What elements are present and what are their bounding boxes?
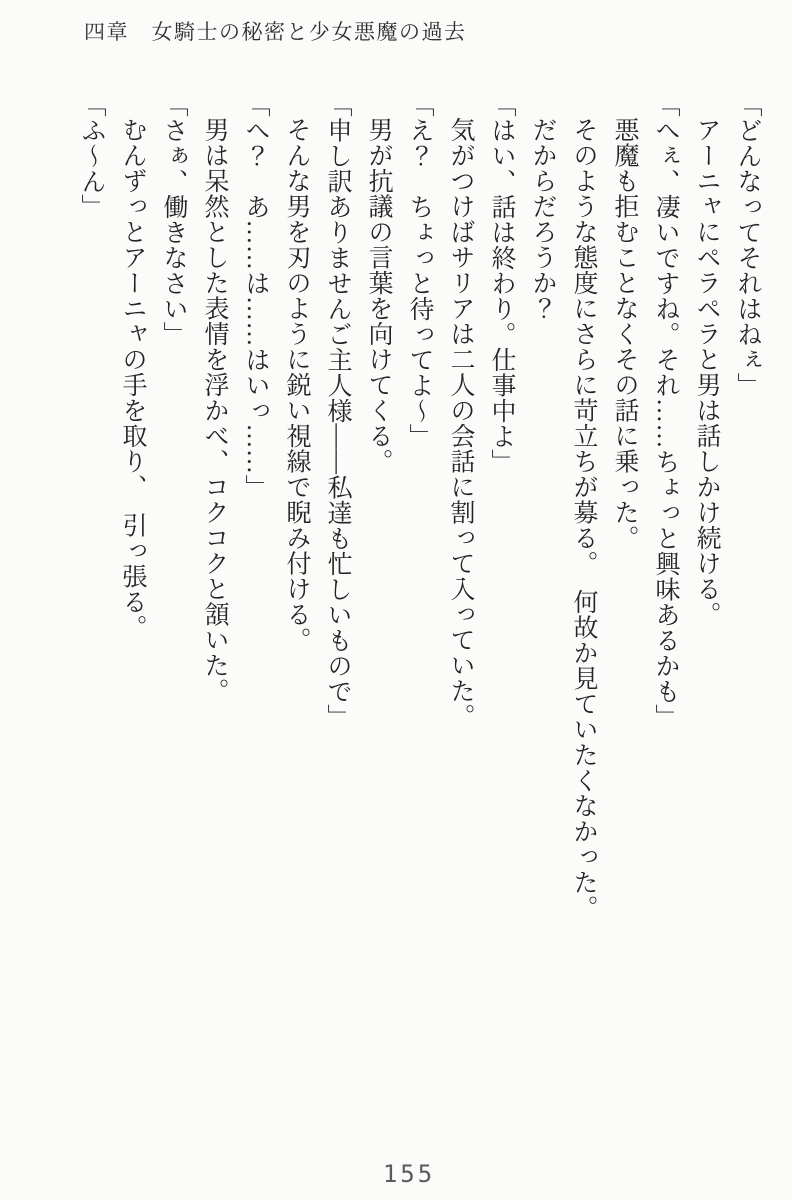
text-column: 「へ？ あ……は……はいっ……」 [242,92,269,500]
text-column: そんな男を刃のように鋭い視線で睨み付ける。 [283,117,310,653]
text-column: 「ふ〜ん」 [78,92,105,220]
text-column: そのような態度にさらに苛立ちが募る。 何故か見ていたくなかった。 [570,117,597,921]
text-column: むんずっとアーニャの手を取り、 引っ張る。 [119,117,146,640]
text-column: 「申し訳ありませんご主人様――私達も忙しいもので」 [324,92,351,730]
page-number: 155 [382,1160,436,1188]
text-column: アーニャにペラペラと男は話しかけ続ける。 [693,117,720,627]
text-column: 「はい、話は終わり。仕事中よ」 [488,92,515,475]
text-column: だからだろうか？ [529,117,556,321]
text-column: 男は呆然とした表情を浮かべ、コクコクと頷いた。 [201,117,228,704]
text-column: 「さぁ、働きなさい」 [160,92,187,347]
text-column: 「え？ ちょっと待ってよ〜」 [406,92,433,449]
vertical-text-body [71,92,768,1057]
text-column: 「どんなってそれはねぇ」 [734,92,761,398]
text-column: 男が抗議の言葉を向けてくる。 [365,117,392,474]
text-column: 気がつけばサリアは二人の会話に割って入っていた。 [447,117,474,729]
chapter-header: 四章 女騎士の秘密と少女悪魔の過去 [84,20,467,44]
text-column: 悪魔も拒むことなくその話に乗った。 [611,117,638,551]
text-column: 「へぇ、凄いですね。それ……ちょっと興味あるかも」 [652,92,679,730]
